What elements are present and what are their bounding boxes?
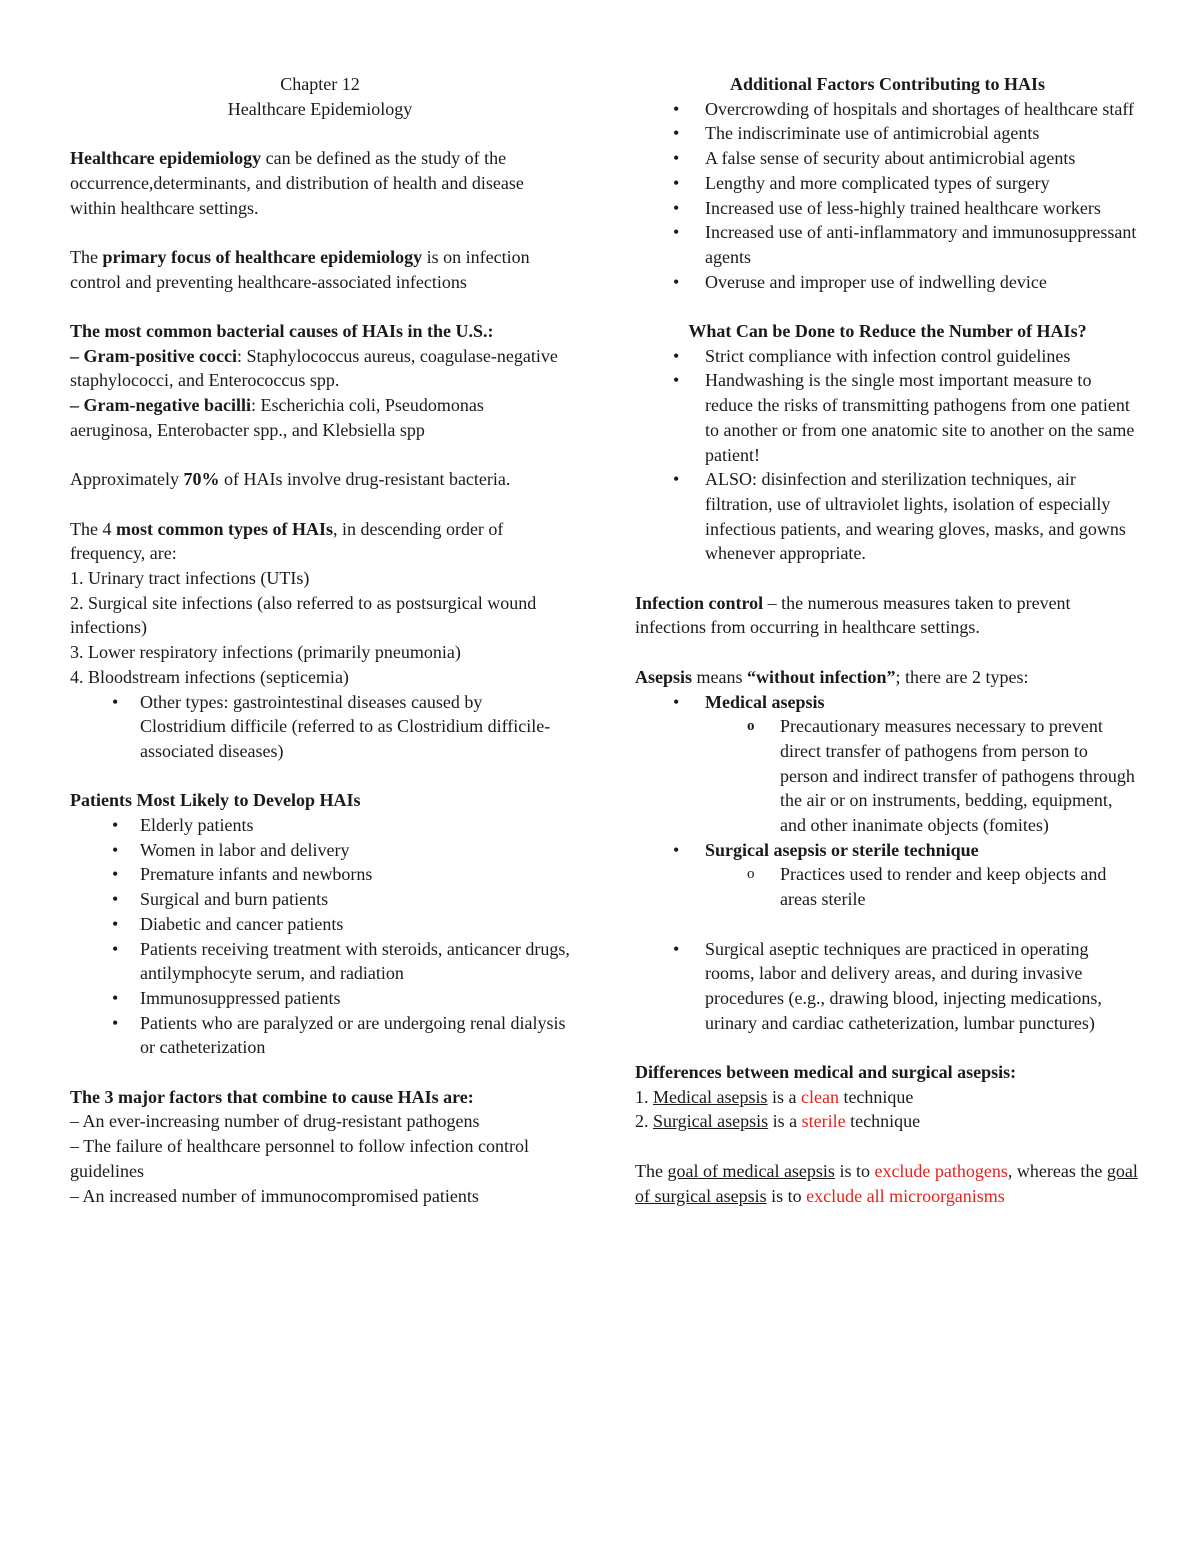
infection-control-paragraph: Infection control – the numerous measures taken to prevent infections from occurring in healthcare settings. <box>635 592 1071 638</box>
focus-paragraph: The primary focus of healthcare epidemiology is on infection control and preventing healthcare-associated infections <box>70 246 530 292</box>
list-item: • Other types: gastrointestinal diseases caused by Clostridium difficile (referred to as Clostridium difficile-associated diseases) <box>70 690 570 764</box>
additional-factors-heading: Additional Factors Contributing to HAIs <box>729 74 1046 94</box>
goal-paragraph: The goal of medical asepsis is to exclude pathogens, whereas the goal of surgical asepsis is to exclude all microorganisms <box>635 1160 1138 1206</box>
chapter-title: Chapter 12 <box>280 74 360 94</box>
difference-line-2: 2. Surgical asepsis is a sterile technique <box>635 1111 921 1132</box>
list-item: • Women in labor and delivery <box>70 838 570 863</box>
differences-heading: Differences between medical and surgical asepsis: <box>635 1062 1017 1083</box>
list-item: o Practices used to render and keep objects and areas sterile <box>635 862 1140 911</box>
difference-line-1: 1. Medical asepsis is a clean technique <box>635 1086 914 1107</box>
list-item: • The indiscriminate use of antimicrobial agents <box>635 121 1140 146</box>
types-list-item: 3. Lower respiratory infections (primarily pneumonia) <box>70 642 461 663</box>
list-item: • Increased use of anti-inflammatory and immunosuppressant agents <box>635 220 1140 269</box>
patients-heading: Patients Most Likely to Develop HAIs <box>70 790 361 811</box>
list-item: o Precautionary measures necessary to prevent direct transfer of pathogens from person to person and indirect transfer of pathogens through the air or on instruments, bedding, equipment, and other inanimate objects (fomites) <box>635 714 1140 838</box>
list-item: • Premature infants and newborns <box>70 862 570 887</box>
list-item: • Overcrowding of hospitals and shortages of healthcare staff <box>635 97 1140 122</box>
list-item: • Increased use of less-highly trained healthcare workers <box>635 196 1140 221</box>
list-item: • Surgical and burn patients <box>70 887 570 912</box>
list-item: • Patients receiving treatment with steroids, anticancer drugs, antilymphocyte serum, and radiation <box>70 937 570 986</box>
list-item <box>635 838 1140 863</box>
list-item <box>635 690 1140 715</box>
factor-line: – An increased number of immunocompromised patients <box>70 1185 479 1206</box>
list-item: • Lengthy and more complicated types of surgery <box>635 171 1140 196</box>
list-item: • ALSO: disinfection and sterilization techniques, air filtration, use of ultraviolet lights, isolation of especially infectious patients, and wearing gloves, masks, and gowns whenever appropriate. <box>635 467 1140 566</box>
types-intro: The 4 most common types of HAIs, in descending order of frequency, are: <box>70 518 504 564</box>
surgical-asepsis-sublist <box>635 862 1140 911</box>
reduce-heading: What Can be Done to Reduce the Number of HAIs? <box>688 321 1087 342</box>
patients-list <box>70 813 570 1060</box>
chapter-subtitle: Healthcare Epidemiology <box>227 98 413 119</box>
list-item: • A false sense of security about antimicrobial agents <box>635 146 1140 171</box>
list-item: • Elderly patients <box>70 813 570 838</box>
definition-term: Healthcare epidemiology <box>70 148 262 169</box>
asepsis-paragraph: Asepsis means “without infection”; there are 2 types: <box>635 666 1029 687</box>
list-item: • Overuse and improper use of indwelling device <box>635 270 1140 295</box>
types-other-list <box>70 690 570 764</box>
additional-factors-list <box>635 97 1140 295</box>
approx-paragraph: Approximately 70% of HAIs involve drug-resistant bacteria. <box>70 469 511 490</box>
surgical-asepsis-heading: Surgical asepsis or sterile technique <box>705 839 979 860</box>
asepsis-types-list-2 <box>635 838 1140 863</box>
gram-negative-line: – Gram-negative bacilli: Escherichia coli, Pseudomonas aeruginosa, Enterobacter spp., and Klebsiella spp <box>70 395 484 440</box>
list-item: • Immunosuppressed patients <box>70 986 570 1011</box>
factors-heading: The 3 major factors that combine to cause HAIs are: <box>70 1086 474 1107</box>
list-item: • Patients who are paralyzed or are undergoing renal dialysis or catheterization <box>70 1011 570 1060</box>
surgical-techniques-list <box>635 937 1140 1036</box>
types-list-item: 1. Urinary tract infections (UTIs) <box>70 567 310 588</box>
factor-line: – The failure of healthcare personnel to follow infection control guidelines <box>70 1136 529 1181</box>
list-item: • Diabetic and cancer patients <box>70 912 570 937</box>
types-list-item: 2. Surgical site infections (also referred to as postsurgical wound infections) <box>70 592 537 638</box>
list-item: • Handwashing is the single most important measure to reduce the risks of transmitting pathogens from one patient to another or from one anatomic site to another on the same patient! <box>635 368 1140 467</box>
right-column <box>635 72 1140 1208</box>
types-list-item: 4. Bloodstream infections (septicemia) <box>70 666 349 687</box>
gram-positive-line: – Gram-positive cocci: Staphylococcus aureus, coagulase-negative staphylococci, and Enterococcus spp. <box>70 345 558 391</box>
definition-paragraph: Healthcare epidemiology can be defined as the study of the occurrence,determinants, and distribution of health and disease within healthcare settings. <box>70 148 524 218</box>
reduce-list <box>635 344 1140 566</box>
medical-asepsis-heading: Medical asepsis <box>705 691 825 712</box>
factor-line: – An ever-increasing number of drug-resistant pathogens <box>70 1111 480 1132</box>
bacteria-heading: The most common bacterial causes of HAIs in the U.S.: <box>70 320 494 341</box>
list-item: • Strict compliance with infection control guidelines <box>635 344 1140 369</box>
medical-asepsis-sublist <box>635 714 1140 838</box>
asepsis-types-list <box>635 690 1140 715</box>
left-column <box>70 72 570 1208</box>
list-item: • Surgical aseptic techniques are practiced in operating rooms, labor and delivery areas, and during invasive procedures (e.g., drawing blood, injecting medications, urinary and cardiac catheterization, lumbar punctures) <box>635 937 1140 1036</box>
